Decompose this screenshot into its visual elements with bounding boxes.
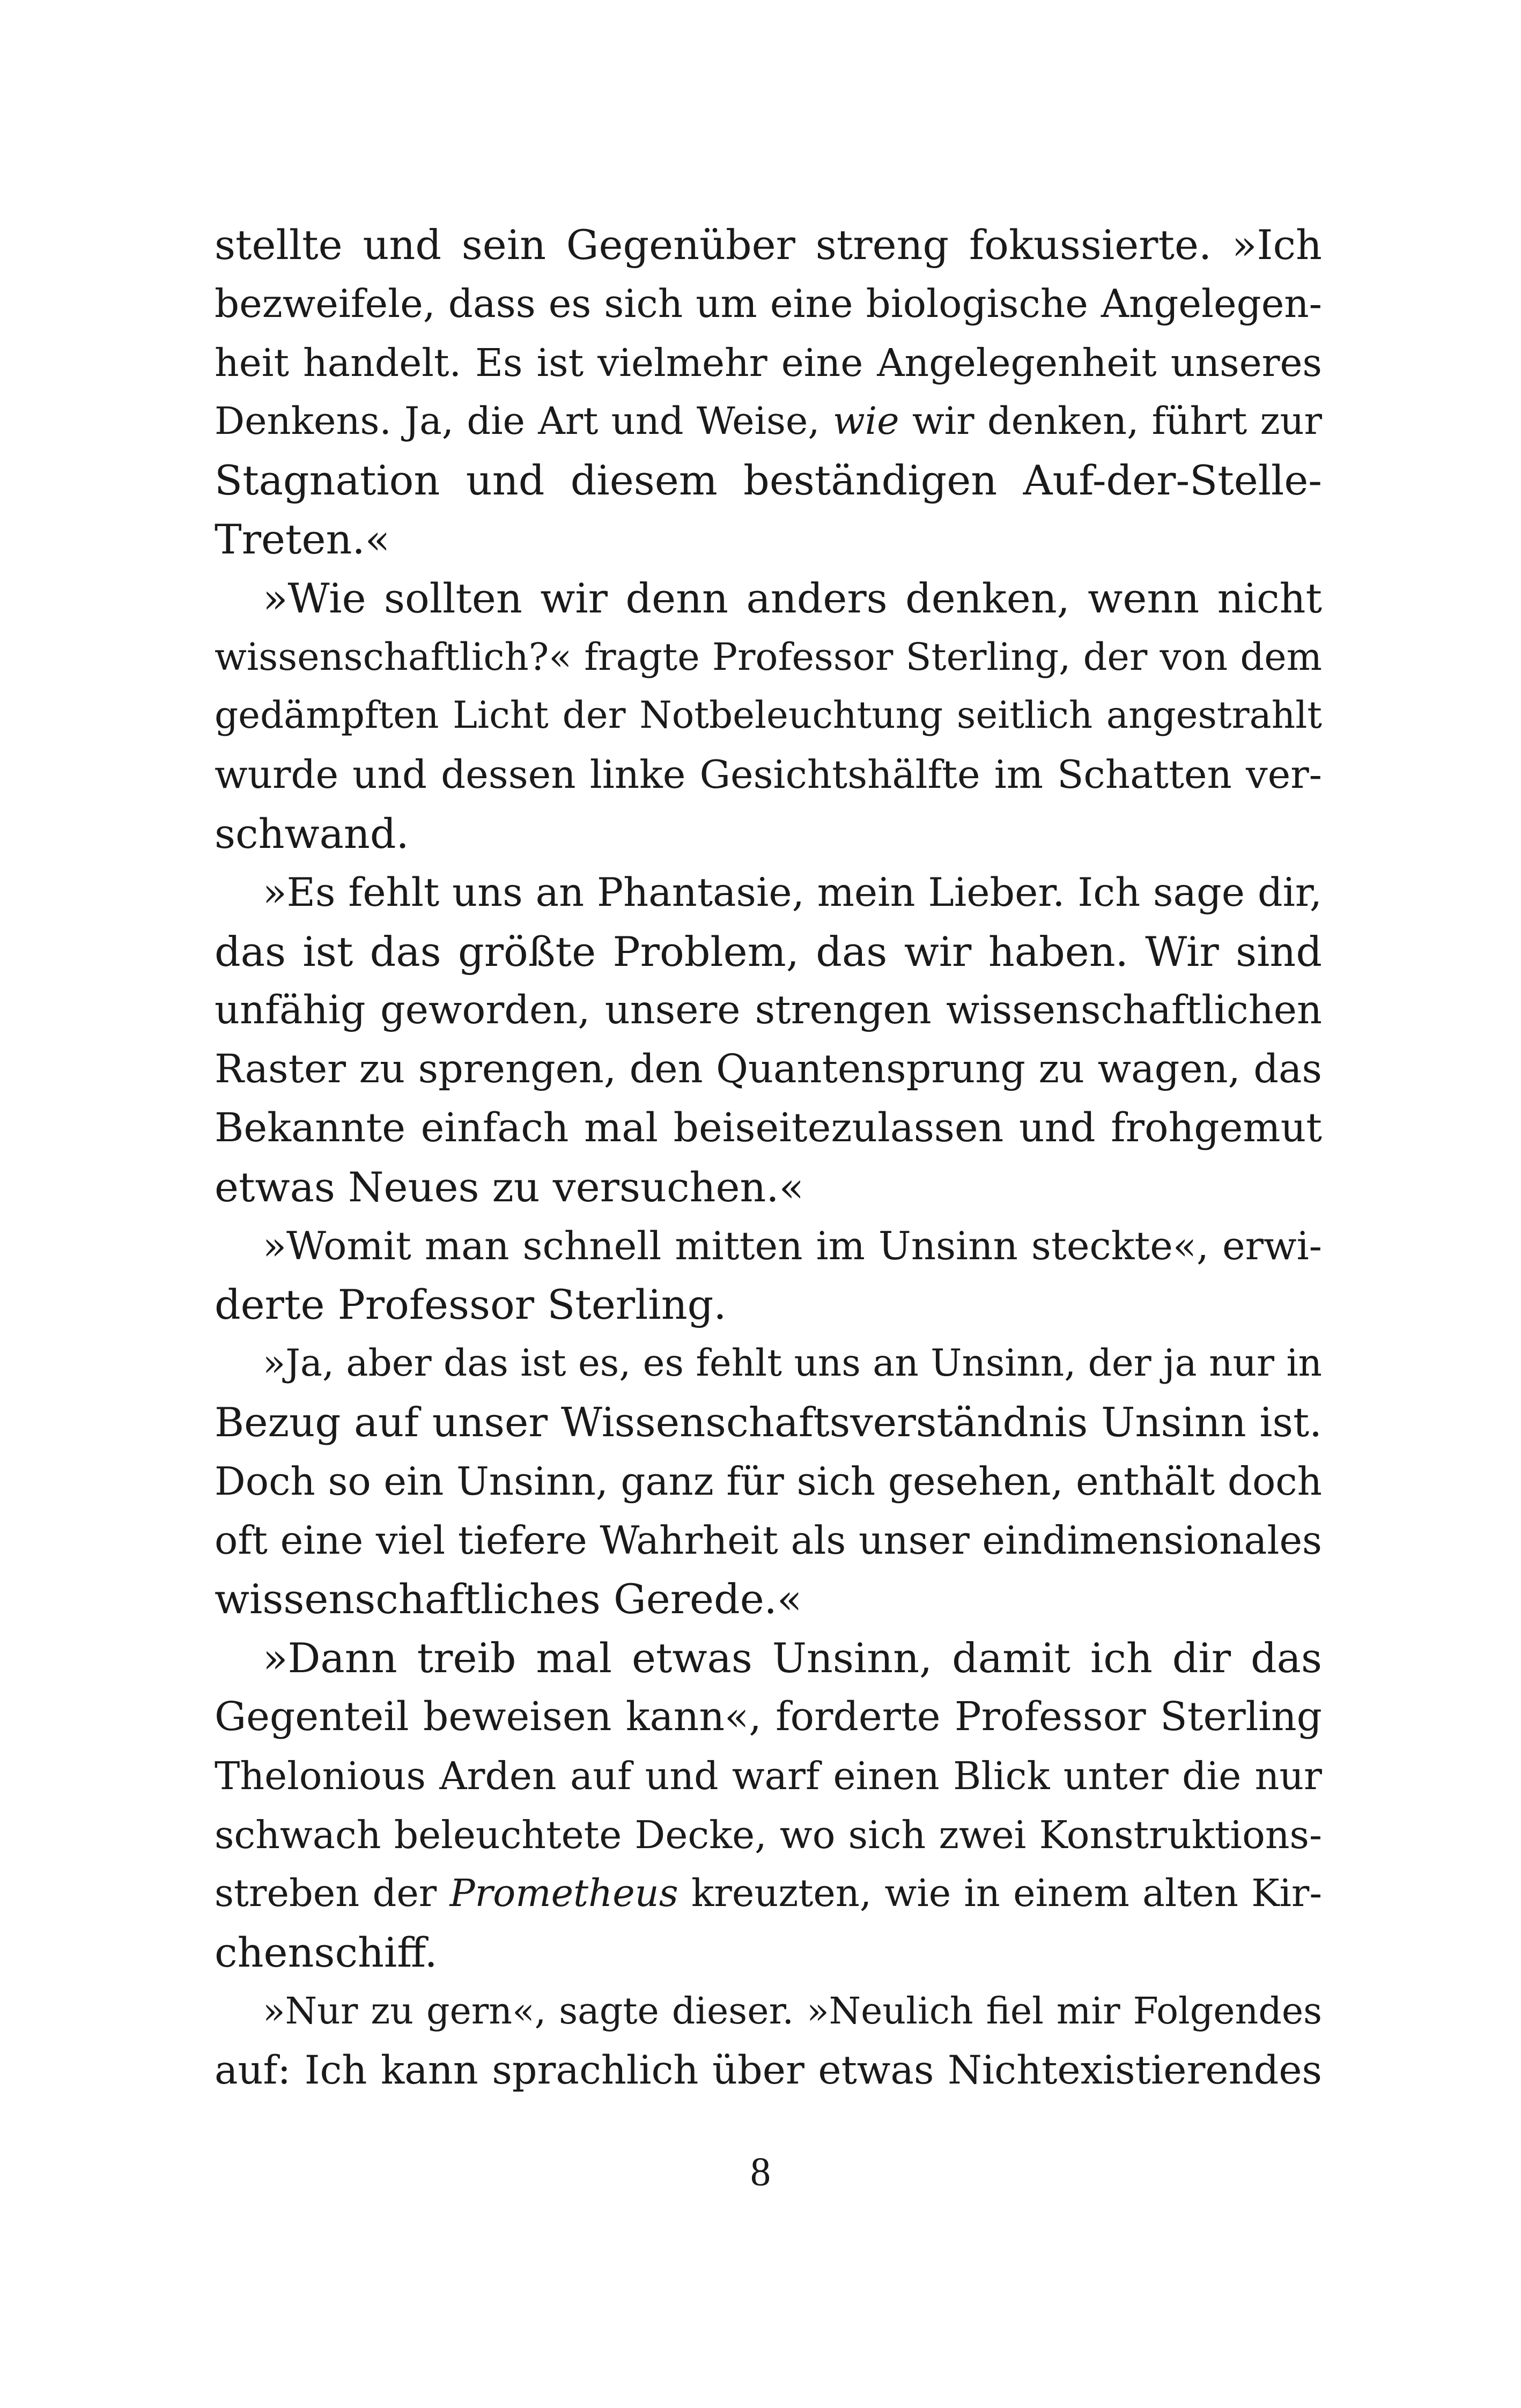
text-line: etwas Neues zu versuchen.«	[215, 1163, 804, 1211]
text-line: bezweifele, dass es sich um eine biologische Angelegen-	[215, 280, 1322, 326]
text-line: wissenschaftlich?« fragte Professor Sterling, der von dem	[215, 634, 1322, 679]
text-line	[215, 1864, 1322, 1923]
text-line: »Es fehlt uns an Phantasie, mein Lieber. Ich sage dir,	[263, 869, 1322, 915]
emphasis-text: Prometheus	[449, 1871, 678, 1916]
text-line: Stagnation und diesem beständigen Auf-der-Stelle-	[215, 456, 1322, 505]
text-line: auf: Ich kann sprachlich über etwas Nichtexistierendes	[215, 2047, 1322, 2093]
text-line: schwand.	[215, 809, 409, 858]
text-line: »Nur zu gern«, sagte dieser. »Neulich fiel mir Folgendes	[263, 1990, 1322, 2033]
page-number: 8	[750, 2150, 771, 2195]
text-segment: kreuzten, wie in einem alten Kir-	[678, 1871, 1322, 1916]
text-line: »Wie sollten wir denn anders denken, wenn nicht	[263, 574, 1322, 622]
text-line: »Womit man schnell mitten im Unsinn steckte«, erwi-	[263, 1223, 1322, 1268]
text-segment: Denkens. Ja, die Art und Weise,	[215, 399, 833, 444]
text-line: Raster zu sprengen, den Quantensprung zu wagen, das	[215, 1046, 1322, 1092]
text-line: unfähig geworden, unsere strengen wissenschaftlichen	[215, 987, 1322, 1033]
text-line: derte Professor Sterling.	[215, 1281, 727, 1329]
text-line: »Ja, aber das ist es, es fehlt uns an Unsinn, der ja nur in	[263, 1342, 1322, 1385]
emphasis-text: wie	[832, 399, 899, 444]
text-line: Gegenteil beweisen kann«, forderte Professor Sterling	[215, 1693, 1322, 1740]
text-segment: wir denken, führt zur	[899, 399, 1322, 444]
text-line: Treten.«	[215, 515, 390, 563]
text-line: heit handelt. Es ist vielmehr eine Angelegenheit unseres	[215, 340, 1322, 385]
text-line: oft eine viel tiefere Wahrheit als unser eindimensionales	[215, 1517, 1322, 1563]
text-segment: streben der	[215, 1871, 450, 1916]
text-line: gedämpften Licht der Notbeleuchtung seitlich angestrahlt	[215, 694, 1322, 737]
text-line: »Dann treib mal etwas Unsinn, damit ich dir das	[263, 1634, 1322, 1682]
text-line: das ist das größte Problem, das wir haben. Wir sind	[215, 927, 1322, 976]
text-line: Doch so ein Unsinn, ganz für sich gesehen, enthält doch	[215, 1458, 1322, 1504]
text-line: stellte und sein Gegenüber streng fokussierte. »Ich	[215, 221, 1322, 269]
text-line: Thelonious Arden auf und warf einen Blick unter die nur	[215, 1753, 1322, 1798]
body-text	[215, 216, 1322, 2100]
text-line	[215, 392, 1322, 451]
text-line: wurde und dessen linke Gesichtshälfte im Schatten ver-	[215, 752, 1322, 797]
text-line: wissenschaftliches Gerede.«	[215, 1575, 802, 1623]
text-line: chenschiff.	[215, 1929, 438, 1977]
text-line: Bezug auf unser Wissenschaftsverständnis Unsinn ist.	[215, 1398, 1322, 1446]
text-line: Bekannte einfach mal beiseitezulassen und frohgemut	[215, 1104, 1322, 1151]
text-line: schwach beleuchtete Decke, wo sich zwei Konstruktions-	[215, 1812, 1322, 1857]
